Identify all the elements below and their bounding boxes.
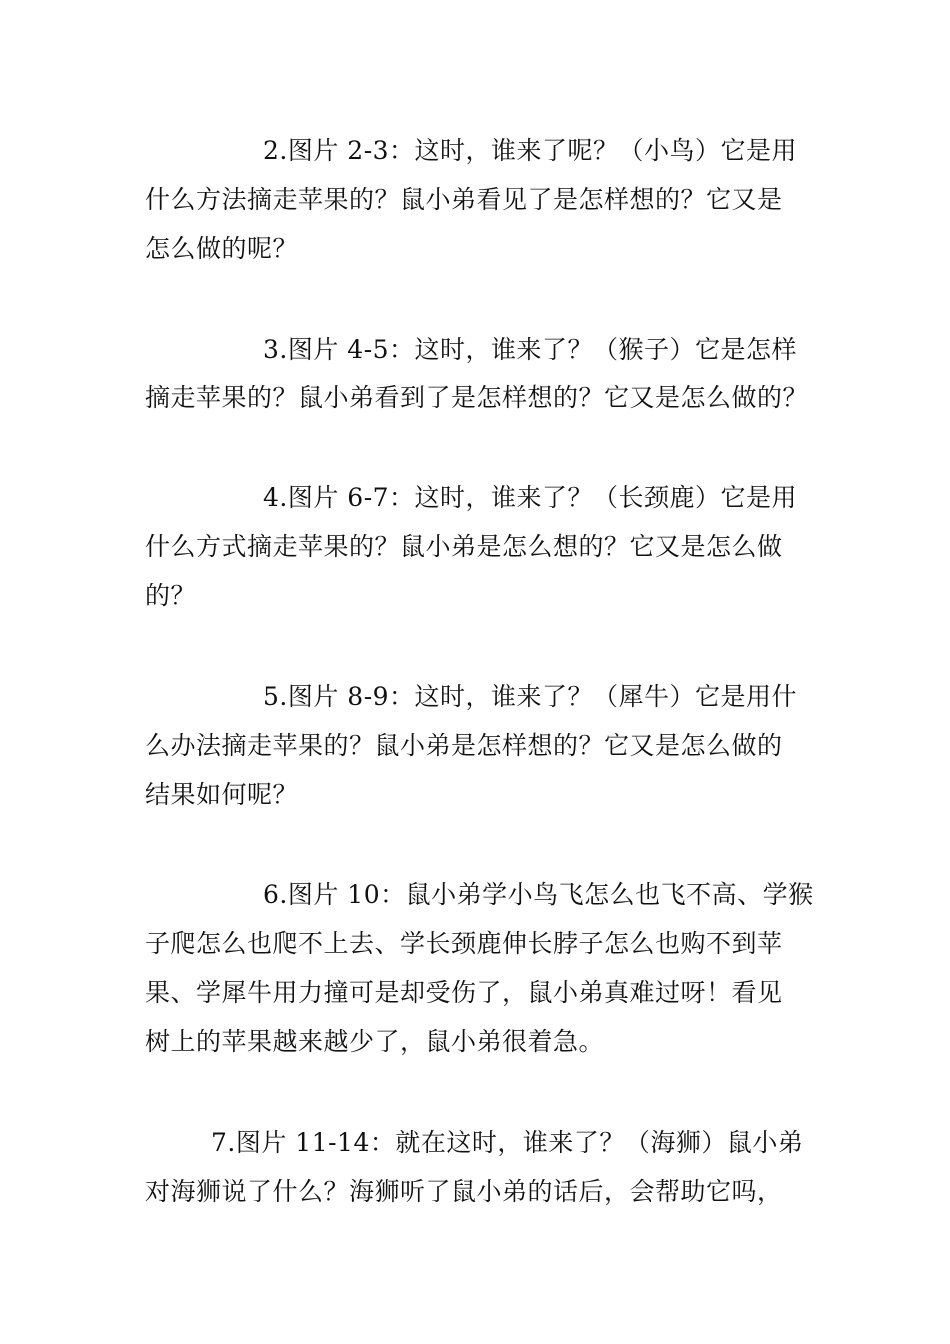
paragraph-line: 树上的苹果越来越少了，鼠小弟很着急。 [145,1027,605,1056]
paragraph-line: 么办法摘走苹果的？鼠小弟是怎样想的？它又是怎么做的 [145,731,783,760]
paragraph-line: 3.图片 4-5：这时，谁来了？（猴子）它是怎样 [263,335,798,364]
paragraph-line: 的？ [145,581,197,610]
paragraph-line: 2.图片 2-3：这时，谁来了呢？（小鸟）它是用 [263,136,798,165]
paragraph-line: 5.图片 8-9：这时，谁来了？（犀牛）它是用什 [263,682,798,711]
paragraph-line: 7.图片 11-14：就在这时，谁来了？（海狮）鼠小弟 [211,1128,804,1157]
paragraph-line: 什么方式摘走苹果的？鼠小弟是怎么想的？它又是怎么做 [145,532,783,561]
paragraph-line: 结果如何呢？ [145,780,299,809]
paragraph-line: 子爬怎么也爬不上去、学长颈鹿伸长脖子怎么也购不到苹 [145,929,783,958]
paragraph-line: 6.图片 10：鼠小弟学小鸟飞怎么也飞不高、学猴 [263,880,814,909]
paragraph-line: 果、学犀牛用力撞可是却受伤了，鼠小弟真难过呀！看见 [145,978,783,1007]
paragraph-line: 什么方法摘走苹果的？鼠小弟看见了是怎样想的？它又是 [145,185,783,214]
paragraph-line: 怎么做的呢？ [145,234,299,263]
paragraph-line: 4.图片 6-7：这时，谁来了？（长颈鹿）它是用 [263,483,798,512]
paragraph-line: 对海狮说了什么？海狮听了鼠小弟的话后，会帮助它吗， [145,1177,783,1206]
paragraph-line: 摘走苹果的？鼠小弟看到了是怎样想的？它又是怎么做的？ [145,383,809,412]
